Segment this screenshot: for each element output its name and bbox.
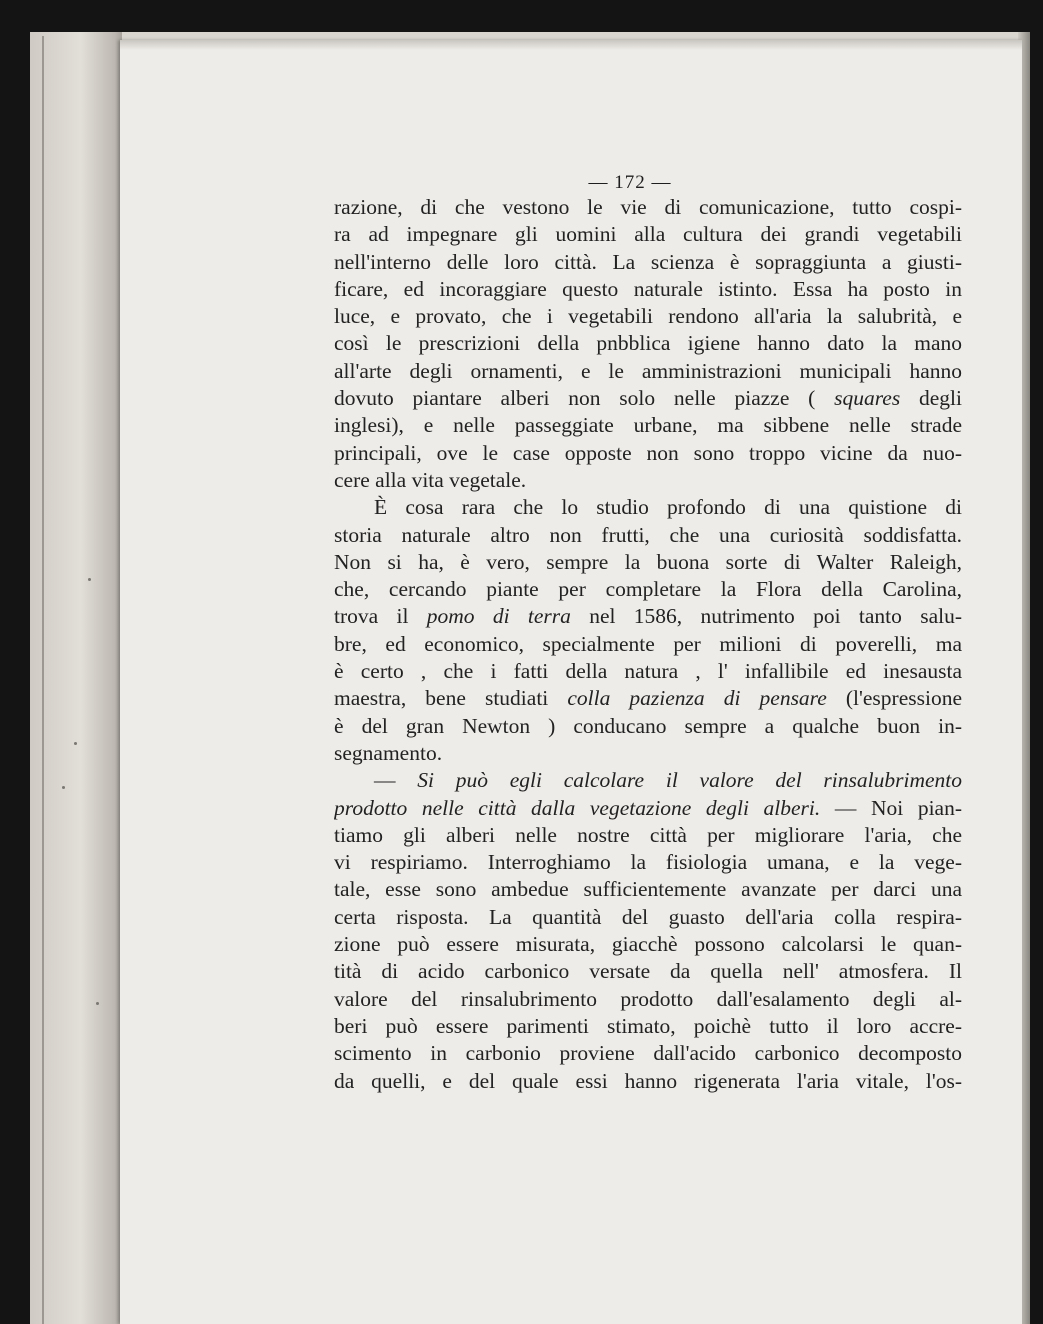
text-line xyxy=(334,740,962,767)
text-run: dovuto piantare alberi non solo nelle piazze ( xyxy=(334,386,835,411)
text-line xyxy=(334,385,962,412)
paper-speck xyxy=(74,742,77,745)
text-line xyxy=(334,440,962,467)
text-line xyxy=(334,494,962,521)
text-line xyxy=(334,1040,962,1067)
text-run: ra ad impegnare gli uomini alla cultura dei grandi vegetabili xyxy=(334,222,962,247)
paper-speck xyxy=(96,1002,99,1005)
page-edge-line xyxy=(42,36,44,1324)
text-line xyxy=(334,194,962,221)
text-run: trova il xyxy=(334,604,427,629)
text-line xyxy=(334,576,962,603)
text-run: È cosa rara che lo studio profondo di una quistione di xyxy=(374,495,962,520)
text-line xyxy=(334,221,962,248)
text-line xyxy=(334,1013,962,1040)
text-line xyxy=(334,822,962,849)
text-run: maestra, bene studiati xyxy=(334,686,568,711)
text-line xyxy=(334,849,962,876)
text-run: beri può essere parimenti stimato, poichè tutto il loro accre- xyxy=(334,1013,962,1038)
text-run: scimento in carbonio proviene dall'acido carbonico decomposto xyxy=(334,1041,962,1066)
text-line xyxy=(334,685,962,712)
text-line xyxy=(334,1068,962,1095)
text-run: degli xyxy=(900,386,962,411)
paper-speck xyxy=(88,578,91,581)
text-run: è certo , che i fatti della natura , l' infallibile ed inesausta xyxy=(334,659,962,684)
text-run: all'arte degli ornamenti, e le amministrazioni municipali hanno xyxy=(334,358,962,383)
text-line xyxy=(334,876,962,903)
text-line xyxy=(334,549,962,576)
text-line xyxy=(334,713,962,740)
text-run: tale, esse sono ambedue sufficientemente avanzate per darci una xyxy=(334,877,962,902)
italic-text: prodotto nelle città dalla vegetazione degli alberi. xyxy=(334,795,821,820)
text-run: Non si ha, è vero, sempre la buona sorte di Walter Raleigh, xyxy=(334,549,962,574)
text-run: zione può essere misurata, giacchè possono calcolarsi le quan- xyxy=(334,932,962,957)
text-run: inglesi), e nelle passeggiate urbane, ma sibbene nelle strade xyxy=(334,413,962,438)
text-run: da quelli, e del quale essi hanno rigenerata l'aria vitale, l'os- xyxy=(334,1068,962,1093)
text-run: luce, e provato, che i vegetabili rendono all'aria la salubrità, e xyxy=(334,304,962,329)
text-run: è del gran Newton ) conducano sempre a qualche buon in- xyxy=(334,713,962,738)
text-run: nell'interno delle loro città. La scienza è sopraggiunta a giusti- xyxy=(334,249,962,274)
text-line xyxy=(334,412,962,439)
page-number: — 172 — xyxy=(588,172,672,193)
text-run: — xyxy=(374,768,418,793)
body-text xyxy=(334,194,962,1095)
text-run: valore del rinsalubrimento prodotto dall'esalamento degli al- xyxy=(334,986,962,1011)
text-run: nel 1586, nutrimento poi tanto salu- xyxy=(570,604,962,629)
text-line xyxy=(334,631,962,658)
text-line xyxy=(334,795,962,822)
page-top-edge xyxy=(120,40,1022,50)
text-run: vi respiriamo. Interroghiamo la fisiologia umana, e la vege- xyxy=(334,850,962,875)
text-run: segnamento. xyxy=(334,740,443,765)
text-line xyxy=(334,467,962,494)
text-run: ficare, ed incoraggiare questo naturale istinto. Essa ha posto in xyxy=(334,276,962,301)
italic-text: colla pazienza di pensare xyxy=(567,686,827,711)
text-run: tità di acido carbonico versate da quella nell' atmosfera. Il xyxy=(334,959,962,984)
text-line xyxy=(334,358,962,385)
italic-text: Si può egli calcolare il valore del rinsalubrimento xyxy=(417,768,962,793)
text-line xyxy=(334,276,962,303)
text-line xyxy=(334,303,962,330)
text-line xyxy=(334,767,962,794)
paper-speck xyxy=(62,786,65,789)
text-run: — Noi pian- xyxy=(820,795,962,820)
text-line xyxy=(334,249,962,276)
italic-text: squares xyxy=(834,386,901,411)
text-run: che, cercando piante per completare la Flora della Carolina, xyxy=(334,577,962,602)
text-run: bre, ed economico, specialmente per milioni di poverelli, ma xyxy=(334,631,962,656)
text-run: cere alla vita vegetale. xyxy=(334,467,527,492)
text-run: storia naturale altro non frutti, che una curiosità soddisfatta. xyxy=(334,522,962,547)
text-run: certa risposta. La quantità del guasto dell'aria colla respira- xyxy=(334,904,962,929)
italic-text: pomo di terra xyxy=(426,604,571,629)
text-run: principali, ove le case opposte non sono troppo vicine da nuo- xyxy=(334,440,962,465)
text-line xyxy=(334,522,962,549)
text-line xyxy=(334,330,962,357)
text-line xyxy=(334,658,962,685)
text-line xyxy=(334,986,962,1013)
text-line xyxy=(334,958,962,985)
text-line xyxy=(334,931,962,958)
text-line xyxy=(334,603,962,630)
text-run: (l'espressione xyxy=(826,686,962,711)
text-run: tiamo gli alberi nelle nostre città per migliorare l'aria, che xyxy=(334,822,962,847)
text-line xyxy=(334,904,962,931)
text-run: così le prescrizioni della pnbblica igiene hanno dato la mano xyxy=(334,331,962,356)
text-run: razione, di che vestono le vie di comunicazione, tutto cospi- xyxy=(334,195,962,219)
